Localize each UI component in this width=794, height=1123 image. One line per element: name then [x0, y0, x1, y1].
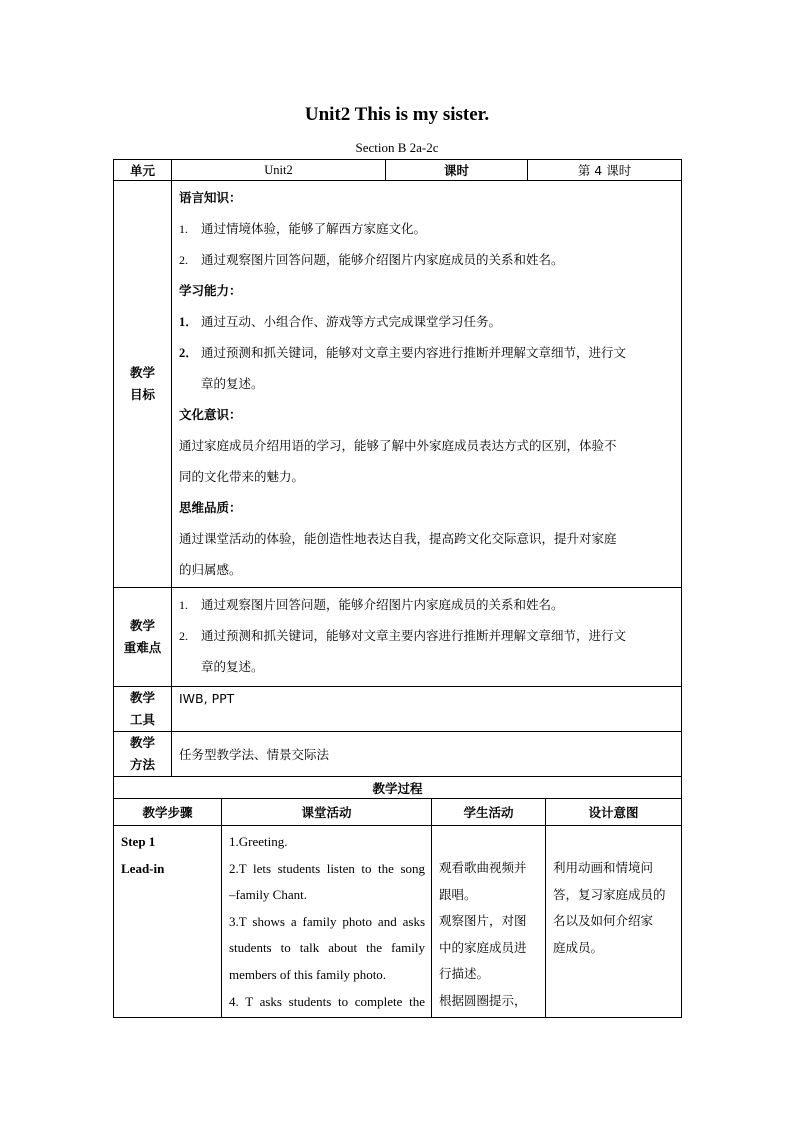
- unit-value: Unit2: [172, 160, 386, 181]
- col-activities: 课堂活动: [222, 799, 432, 826]
- intent-line: 庭成员。: [553, 939, 604, 955]
- key-points-label: 教学 重难点: [114, 588, 172, 687]
- culture-line-2: 同的文化带来的魅力。: [179, 469, 305, 484]
- intent-line: 利用动画和情境问: [553, 860, 654, 875]
- culture-heading: 文化意识：: [179, 407, 242, 422]
- objectives-content: [172, 181, 682, 588]
- period-label: 课时: [386, 160, 528, 181]
- key-points-content: [172, 588, 682, 687]
- col-design-intent: 设计意图: [546, 799, 682, 826]
- unit-label: 单元: [114, 160, 172, 181]
- col-student-activities: 学生活动: [432, 799, 546, 826]
- step-label: Step 1 Lead-in: [114, 826, 222, 1018]
- thinking-heading: 思维品质：: [179, 500, 242, 515]
- process-heading: 教学过程: [114, 777, 682, 799]
- col-steps: 教学步骤: [114, 799, 222, 826]
- tools-value: IWB, PPT: [172, 687, 682, 732]
- thinking-line-1: 通过课堂活动的体验，能创造性地表达自我，提高跨文化交际意识，提升对家庭: [179, 531, 617, 546]
- student-line: 观看歌曲视频并: [439, 860, 527, 875]
- document-subtitle: Section B 2a-2c: [355, 140, 439, 155]
- period-value: 第 4 课时: [528, 160, 682, 181]
- activity-line: 3.T shows a family photo and asks: [229, 913, 426, 929]
- activity-line: –family Chant.: [229, 887, 307, 903]
- intent-line: 名以及如何介绍家: [553, 913, 654, 929]
- info-row: [114, 160, 682, 181]
- student-line: 根据圆圈提示，: [439, 992, 527, 1008]
- tools-label: 教学 工具: [114, 687, 172, 732]
- student-line: 跟唱。: [439, 886, 477, 902]
- tools-row: [114, 687, 682, 732]
- student-activities-cell: [432, 826, 546, 1018]
- key-point-2: 2. 通过预测和抓关键词，能够对文章主要内容进行推断并理解文章细节，进行文: [179, 628, 627, 643]
- design-intent-cell: [546, 826, 682, 1018]
- step-row: [114, 826, 682, 1018]
- activities-cell: [222, 826, 432, 1018]
- activity-line: 2.T lets students listen to the song: [229, 860, 426, 876]
- lesson-plan-table: [113, 159, 682, 1018]
- ability-item-2-cont: 章的复述。: [201, 376, 264, 391]
- key-point-1: 1. 通过观察图片回答问题，能够介绍图片内家庭成员的关系和姓名。: [179, 597, 564, 612]
- objectives-row: [114, 181, 682, 588]
- process-heading-row: [114, 777, 682, 799]
- ability-heading: 学习能力：: [179, 283, 242, 298]
- ability-item-1: 1． 通过互动、小组合作、游戏等方式完成课堂学习任务。: [179, 314, 502, 329]
- methods-value: 任务型教学法、情景交际法: [172, 732, 682, 777]
- ability-item-2: 2． 通过预测和抓关键词，能够对文章主要内容进行推断并理解文章细节，进行文: [179, 345, 627, 360]
- objectives-label: 教学 目标: [114, 181, 172, 588]
- culture-line-1: 通过家庭成员介绍用语的学习，能够了解中外家庭成员表达方式的区别，体验不: [179, 438, 617, 453]
- activity-line: members of this family photo.: [229, 966, 387, 982]
- language-heading: 语言知识：: [179, 190, 242, 205]
- activity-line: 1.Greeting.: [229, 834, 288, 849]
- methods-label: 教学 方法: [114, 732, 172, 777]
- process-columns-row: [114, 799, 682, 826]
- activity-line: students to talk about the family: [229, 940, 426, 956]
- thinking-line-2: 的归属感。: [179, 562, 242, 577]
- student-line: 观察图片，对图: [439, 913, 527, 929]
- student-line: 中的家庭成员进: [439, 939, 527, 955]
- document-title: Unit2 This is my sister.: [304, 104, 490, 125]
- key-point-2-cont: 章的复述。: [201, 659, 264, 674]
- activity-line: 4. T asks students to complete the: [229, 993, 426, 1009]
- methods-row: [114, 732, 682, 777]
- student-line: 行描述。: [439, 966, 490, 982]
- language-item-1: 1. 通过情境体验，能够了解西方家庭文化。: [179, 221, 427, 236]
- language-item-2: 2. 通过观察图片回答问题，能够介绍图片内家庭成员的关系和姓名。: [179, 252, 564, 267]
- key-points-row: [114, 588, 682, 687]
- intent-line: 答，复习家庭成员的: [553, 886, 666, 902]
